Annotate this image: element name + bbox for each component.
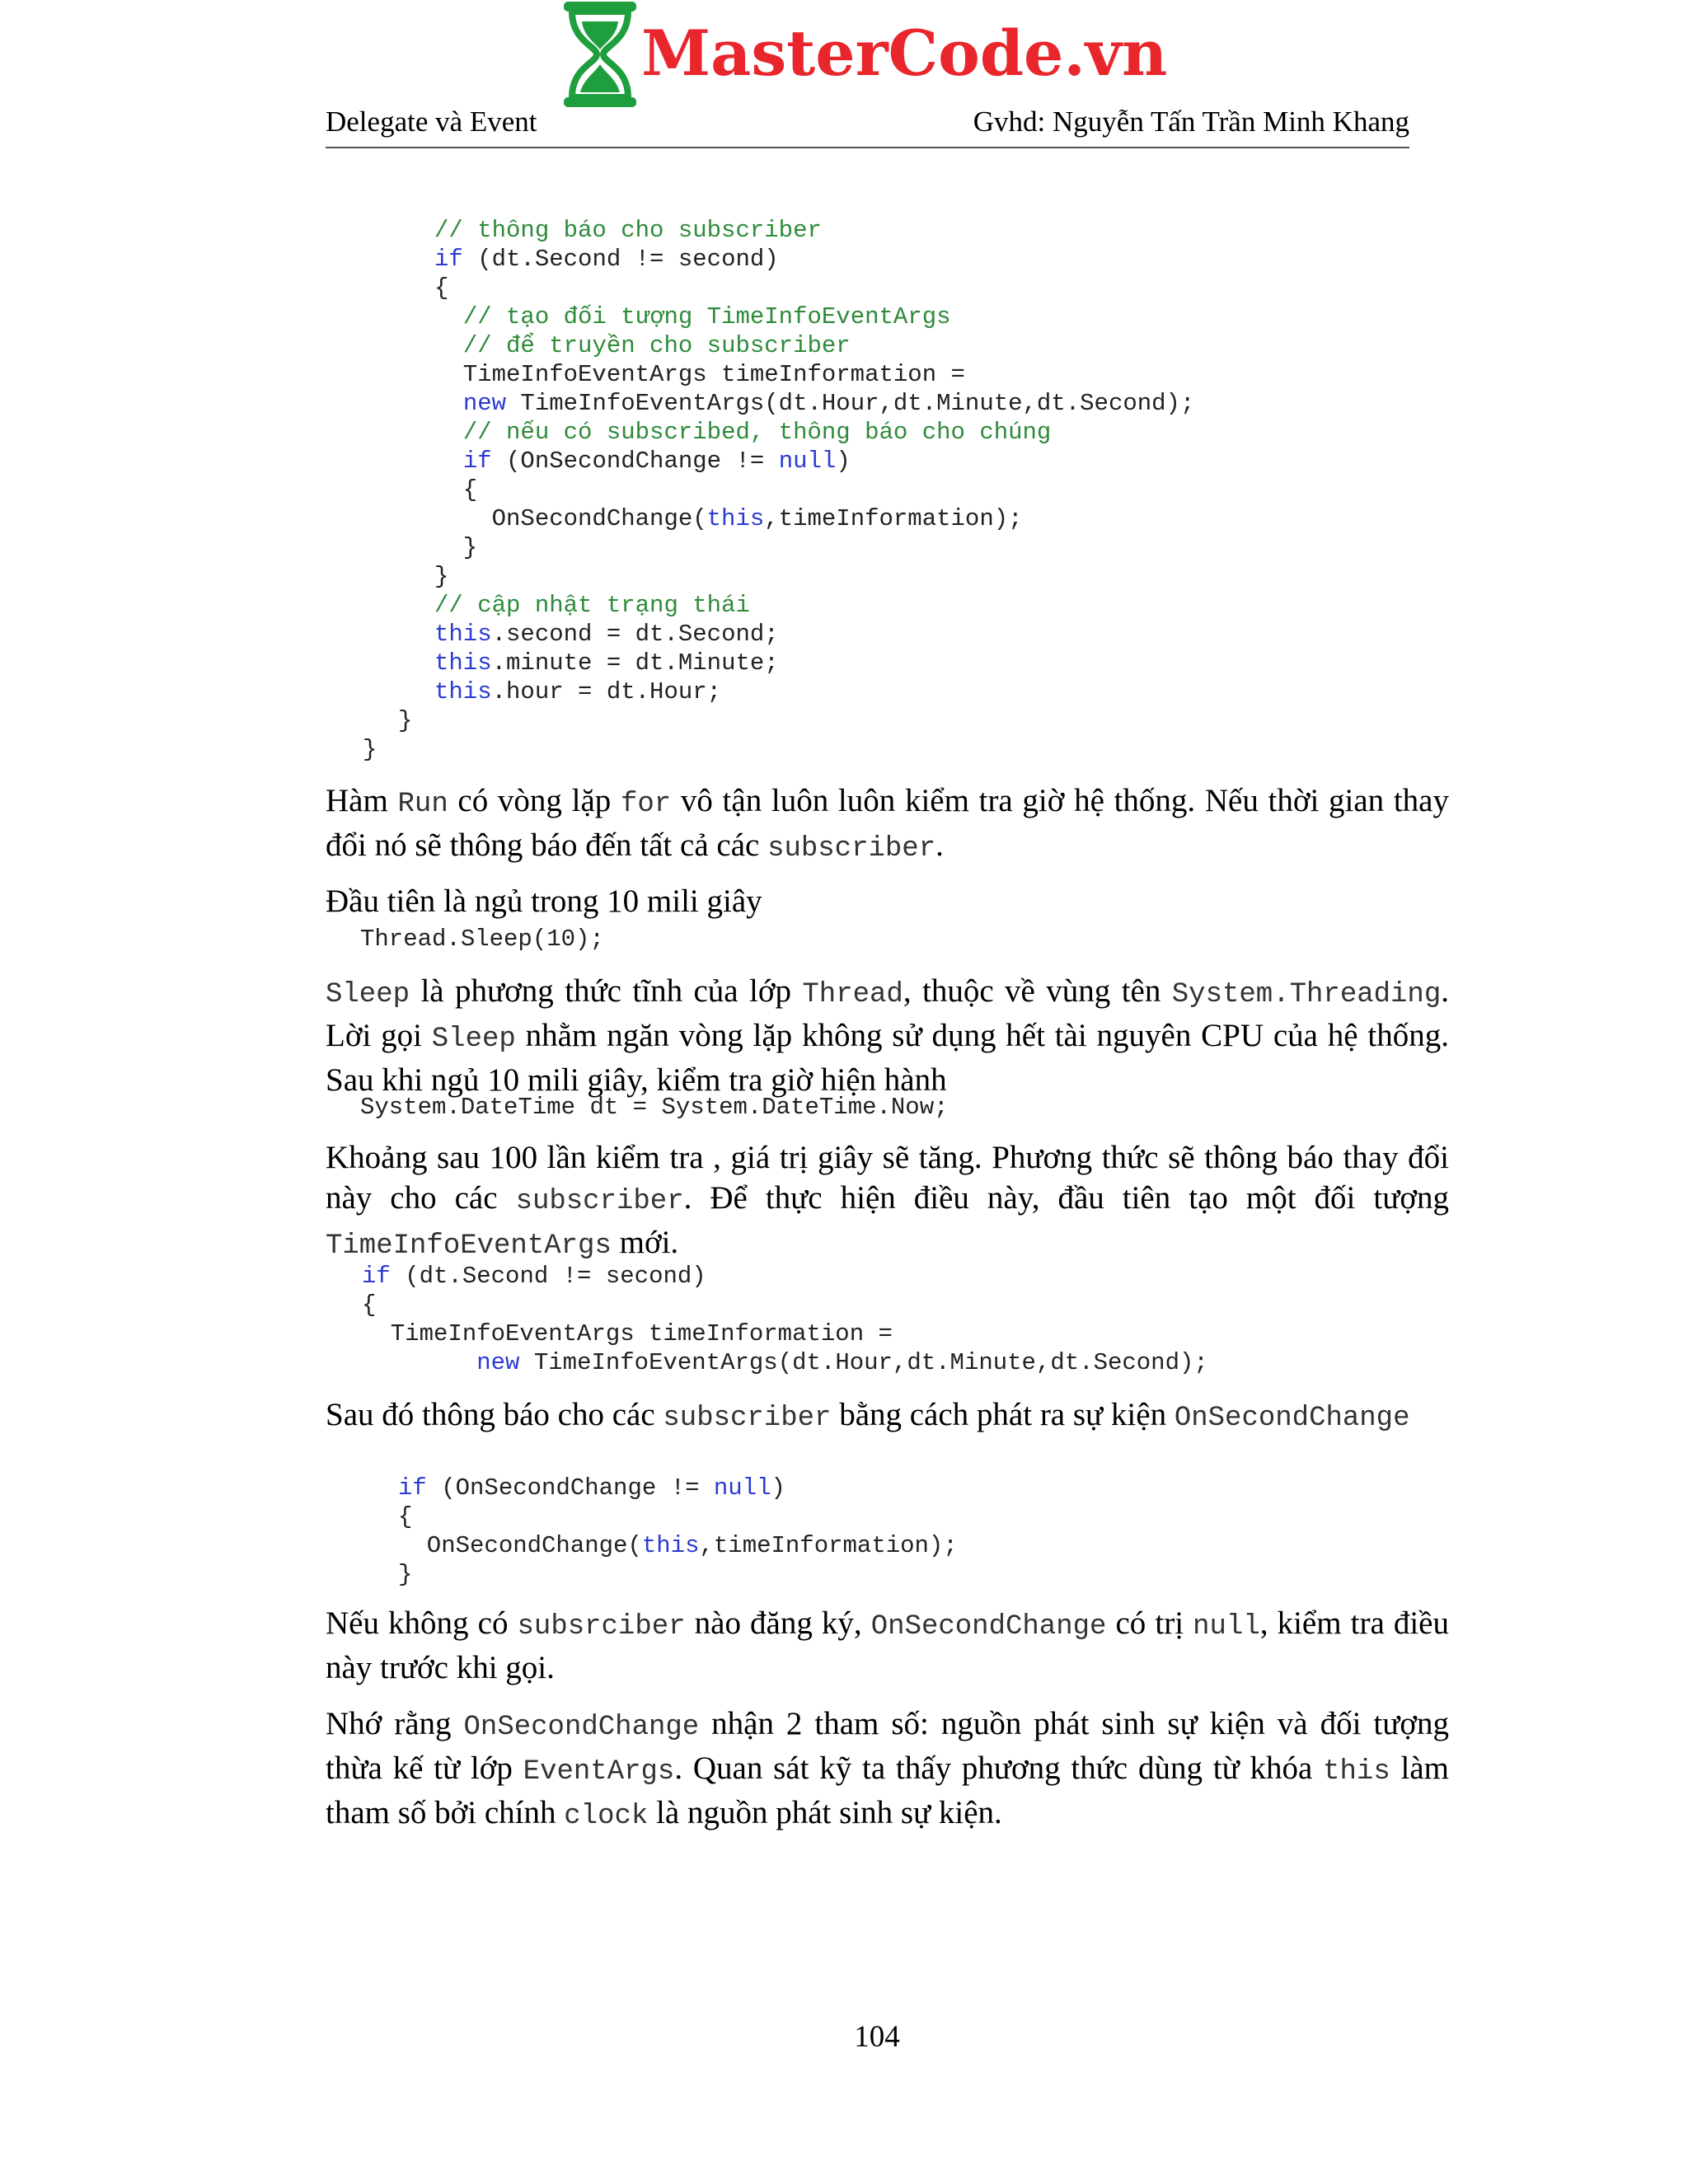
header-author: Gvhd: Nguyễn Tấn Trần Minh Khang xyxy=(973,105,1409,138)
text-run: Đầu tiên là ngủ trong 10 mili giây xyxy=(326,883,762,919)
text-run: bằng cách phát ra sự kiện xyxy=(831,1397,1175,1432)
text-run: Sau đó thông báo cho các xyxy=(326,1397,663,1432)
code-block-event-raise xyxy=(434,216,1194,706)
text-run xyxy=(362,1349,476,1376)
code-line xyxy=(398,1532,958,1559)
inline-code: subscriber xyxy=(663,1403,832,1434)
code-line xyxy=(434,448,851,475)
text-run xyxy=(434,303,463,330)
inline-code: Sleep xyxy=(431,1024,516,1055)
inline-code: OnSecondChange xyxy=(463,1712,700,1743)
text-run xyxy=(434,448,463,475)
code-line xyxy=(398,1474,785,1502)
text-run: nhận 2 tham số: nguồn phát sinh sự kiện và đối tượng thừa kế từ lớp xyxy=(326,1706,1449,1786)
inline-code: System.Threading xyxy=(1171,979,1442,1010)
inline-code: TimeInfoEventArgs xyxy=(326,1230,612,1262)
text-run xyxy=(434,332,463,359)
code-keyword: this xyxy=(434,649,492,677)
inline-code: OnSecondChange xyxy=(870,1611,1107,1643)
text-run: (dt.Second != second) xyxy=(462,246,779,273)
text-run: TimeInfoEventArgs(dt.Hour,dt.Minute,dt.Second); xyxy=(519,1349,1208,1376)
code-keyword: new xyxy=(462,390,507,417)
code-keyword: this xyxy=(641,1532,700,1559)
text-run: OnSecondChange( xyxy=(398,1532,642,1559)
text-run: (dt.Second != second) xyxy=(390,1263,706,1290)
code-line xyxy=(434,361,965,388)
text-run: ,timeInformation); xyxy=(699,1532,958,1559)
text-run: . xyxy=(935,827,944,863)
code-comment: // tạo đối tượng TimeInfoEventArgs xyxy=(462,303,951,330)
code-keyword: if xyxy=(398,1474,427,1502)
code-line xyxy=(434,217,822,244)
inline-code: Thread xyxy=(802,979,903,1010)
code-line xyxy=(434,419,1051,446)
paragraph-second-change xyxy=(326,1137,1449,1267)
code-comment: // thông báo cho subscriber xyxy=(434,217,822,244)
text-run: có trị xyxy=(1106,1605,1193,1641)
text-run: TimeInfoEventArgs(dt.Hour,dt.Minute,dt.Second); xyxy=(506,390,1195,417)
code-comment: // nếu có subscribed, thông báo cho chúng xyxy=(462,419,1052,446)
text-run: ,timeInformation); xyxy=(764,505,1023,532)
code-line xyxy=(362,1349,1208,1376)
code-keyword: null xyxy=(778,448,837,475)
paragraph-event-params xyxy=(326,1704,1449,1837)
inline-code: for xyxy=(620,789,672,820)
code-line xyxy=(434,476,477,504)
code-keyword: this xyxy=(434,678,492,705)
code-comment: // cập nhật trạng thái xyxy=(434,592,750,619)
text-run: .hour = dt.Hour; xyxy=(491,678,722,705)
text-run: Hàm xyxy=(326,783,398,818)
text-run: làm tham số bởi chính xyxy=(326,1750,1449,1830)
text-run: . Quan sát kỹ ta thấy phương thức dùng từ khóa xyxy=(674,1750,1324,1786)
text-run: ) xyxy=(836,448,851,475)
text-run: (OnSecondChange != xyxy=(491,448,779,475)
paragraph-run-loop xyxy=(326,780,1449,869)
code-thread-sleep: Thread.Sleep(10); xyxy=(360,926,604,953)
hourglass-icon xyxy=(559,0,641,109)
text-run: } xyxy=(434,563,449,590)
code-keyword: if xyxy=(362,1263,391,1290)
code-block-create-args xyxy=(362,1262,1208,1377)
code-keyword: null xyxy=(713,1474,771,1502)
text-run: nhằm ngăn vòng lặp không sử dụng hết tài nguyên CPU của hệ thống. Sau khi ngủ 10 mili giây, kiểm tra giờ hiện hành xyxy=(326,1018,1449,1098)
code-line xyxy=(398,1561,412,1588)
inline-code: subscriber xyxy=(515,1186,684,1217)
text-run: { xyxy=(362,1291,377,1319)
inline-code: subscriber xyxy=(767,833,936,865)
text-run: nào đăng ký, xyxy=(685,1605,871,1641)
code-line xyxy=(434,592,750,619)
code-comment: // để truyền cho subscriber xyxy=(462,332,851,359)
code-line xyxy=(434,649,779,677)
page-number: 104 xyxy=(854,2020,900,2054)
inline-code: clock xyxy=(564,1801,649,1832)
code-close-brace-inner: } xyxy=(398,707,413,734)
text-run: } xyxy=(398,1561,413,1588)
code-line xyxy=(434,534,477,561)
inline-code: OnSecondChange xyxy=(1174,1403,1410,1434)
code-line xyxy=(434,505,1023,532)
code-line xyxy=(398,1503,412,1530)
text-run: là nguồn phát sinh sự kiện. xyxy=(648,1795,1002,1830)
code-close-brace-outer: } xyxy=(363,736,377,763)
code-datetime-now: System.DateTime dt = System.DateTime.Now; xyxy=(360,1094,949,1121)
text-run: .minute = dt.Minute; xyxy=(491,649,779,677)
text-run: (OnSecondChange != xyxy=(426,1474,714,1502)
code-keyword: if xyxy=(434,246,463,273)
text-run: , thuộc về vùng tên xyxy=(903,973,1172,1009)
text-run: ) xyxy=(771,1474,785,1502)
code-keyword: if xyxy=(462,448,492,475)
code-keyword: this xyxy=(434,621,492,648)
code-keyword: new xyxy=(476,1349,520,1376)
paragraph-raise-event xyxy=(326,1394,1449,1439)
text-run: mới. xyxy=(611,1225,679,1260)
text-run: . Lời gọi xyxy=(326,973,1449,1053)
logo xyxy=(559,0,1185,111)
text-run: , kiểm tra điều này trước khi gọi. xyxy=(326,1605,1449,1685)
text-run: Khoảng sau 100 lần kiểm tra , giá trị giây sẽ tăng. Phương thức sẽ thông báo thay đổi này cho các xyxy=(326,1140,1449,1216)
text-run: Nhớ rằng xyxy=(326,1706,464,1741)
text-run: } xyxy=(434,534,478,561)
header-divider xyxy=(326,147,1409,148)
text-run: OnSecondChange( xyxy=(434,505,707,532)
code-line xyxy=(362,1320,893,1347)
inline-code: null xyxy=(1193,1611,1260,1643)
paragraph-sleep-detail xyxy=(326,971,1449,1100)
code-block-invoke-event xyxy=(398,1474,958,1589)
paragraph-null-check xyxy=(326,1603,1449,1688)
header-title: Delegate và Event xyxy=(326,105,537,138)
text-run xyxy=(434,390,463,417)
code-line xyxy=(434,332,851,359)
inline-code: EventArgs xyxy=(523,1756,675,1788)
code-keyword: this xyxy=(706,505,765,532)
text-run: TimeInfoEventArgs timeInformation = xyxy=(362,1320,893,1347)
code-line xyxy=(434,274,448,302)
text-run: . Để thực hiện điều này, đầu tiên tạo một đối tượng xyxy=(683,1180,1449,1216)
text-run: Nếu không có xyxy=(326,1605,518,1641)
text-run: là phương thức tĩnh của lớp xyxy=(410,973,803,1009)
code-line xyxy=(434,563,448,590)
code-line xyxy=(434,621,779,648)
text-run: { xyxy=(398,1503,413,1530)
text-run: .second = dt.Second; xyxy=(491,621,779,648)
code-line xyxy=(434,390,1194,417)
text-run xyxy=(434,419,463,446)
inline-code: this xyxy=(1323,1756,1390,1788)
inline-code: Sleep xyxy=(326,979,410,1010)
code-line xyxy=(362,1291,376,1319)
text-run: { xyxy=(434,274,449,302)
code-line xyxy=(434,246,779,273)
code-line xyxy=(362,1263,706,1290)
code-line xyxy=(434,678,721,705)
text-run: TimeInfoEventArgs timeInformation = xyxy=(434,361,965,388)
inline-code: Run xyxy=(397,789,448,820)
text-run: { xyxy=(434,476,478,504)
inline-code: subsrciber xyxy=(517,1611,686,1643)
text-run: vô tận luôn luôn kiểm tra giờ hệ thống. Nếu thời gian thay đổi nó sẽ thông báo đến tất cả các xyxy=(326,783,1449,863)
code-line xyxy=(434,303,951,330)
brand-name: MasterCode.vn xyxy=(641,16,1168,90)
text-run: có vòng lặp xyxy=(448,783,621,818)
paragraph-sleep-intro xyxy=(326,881,1449,921)
